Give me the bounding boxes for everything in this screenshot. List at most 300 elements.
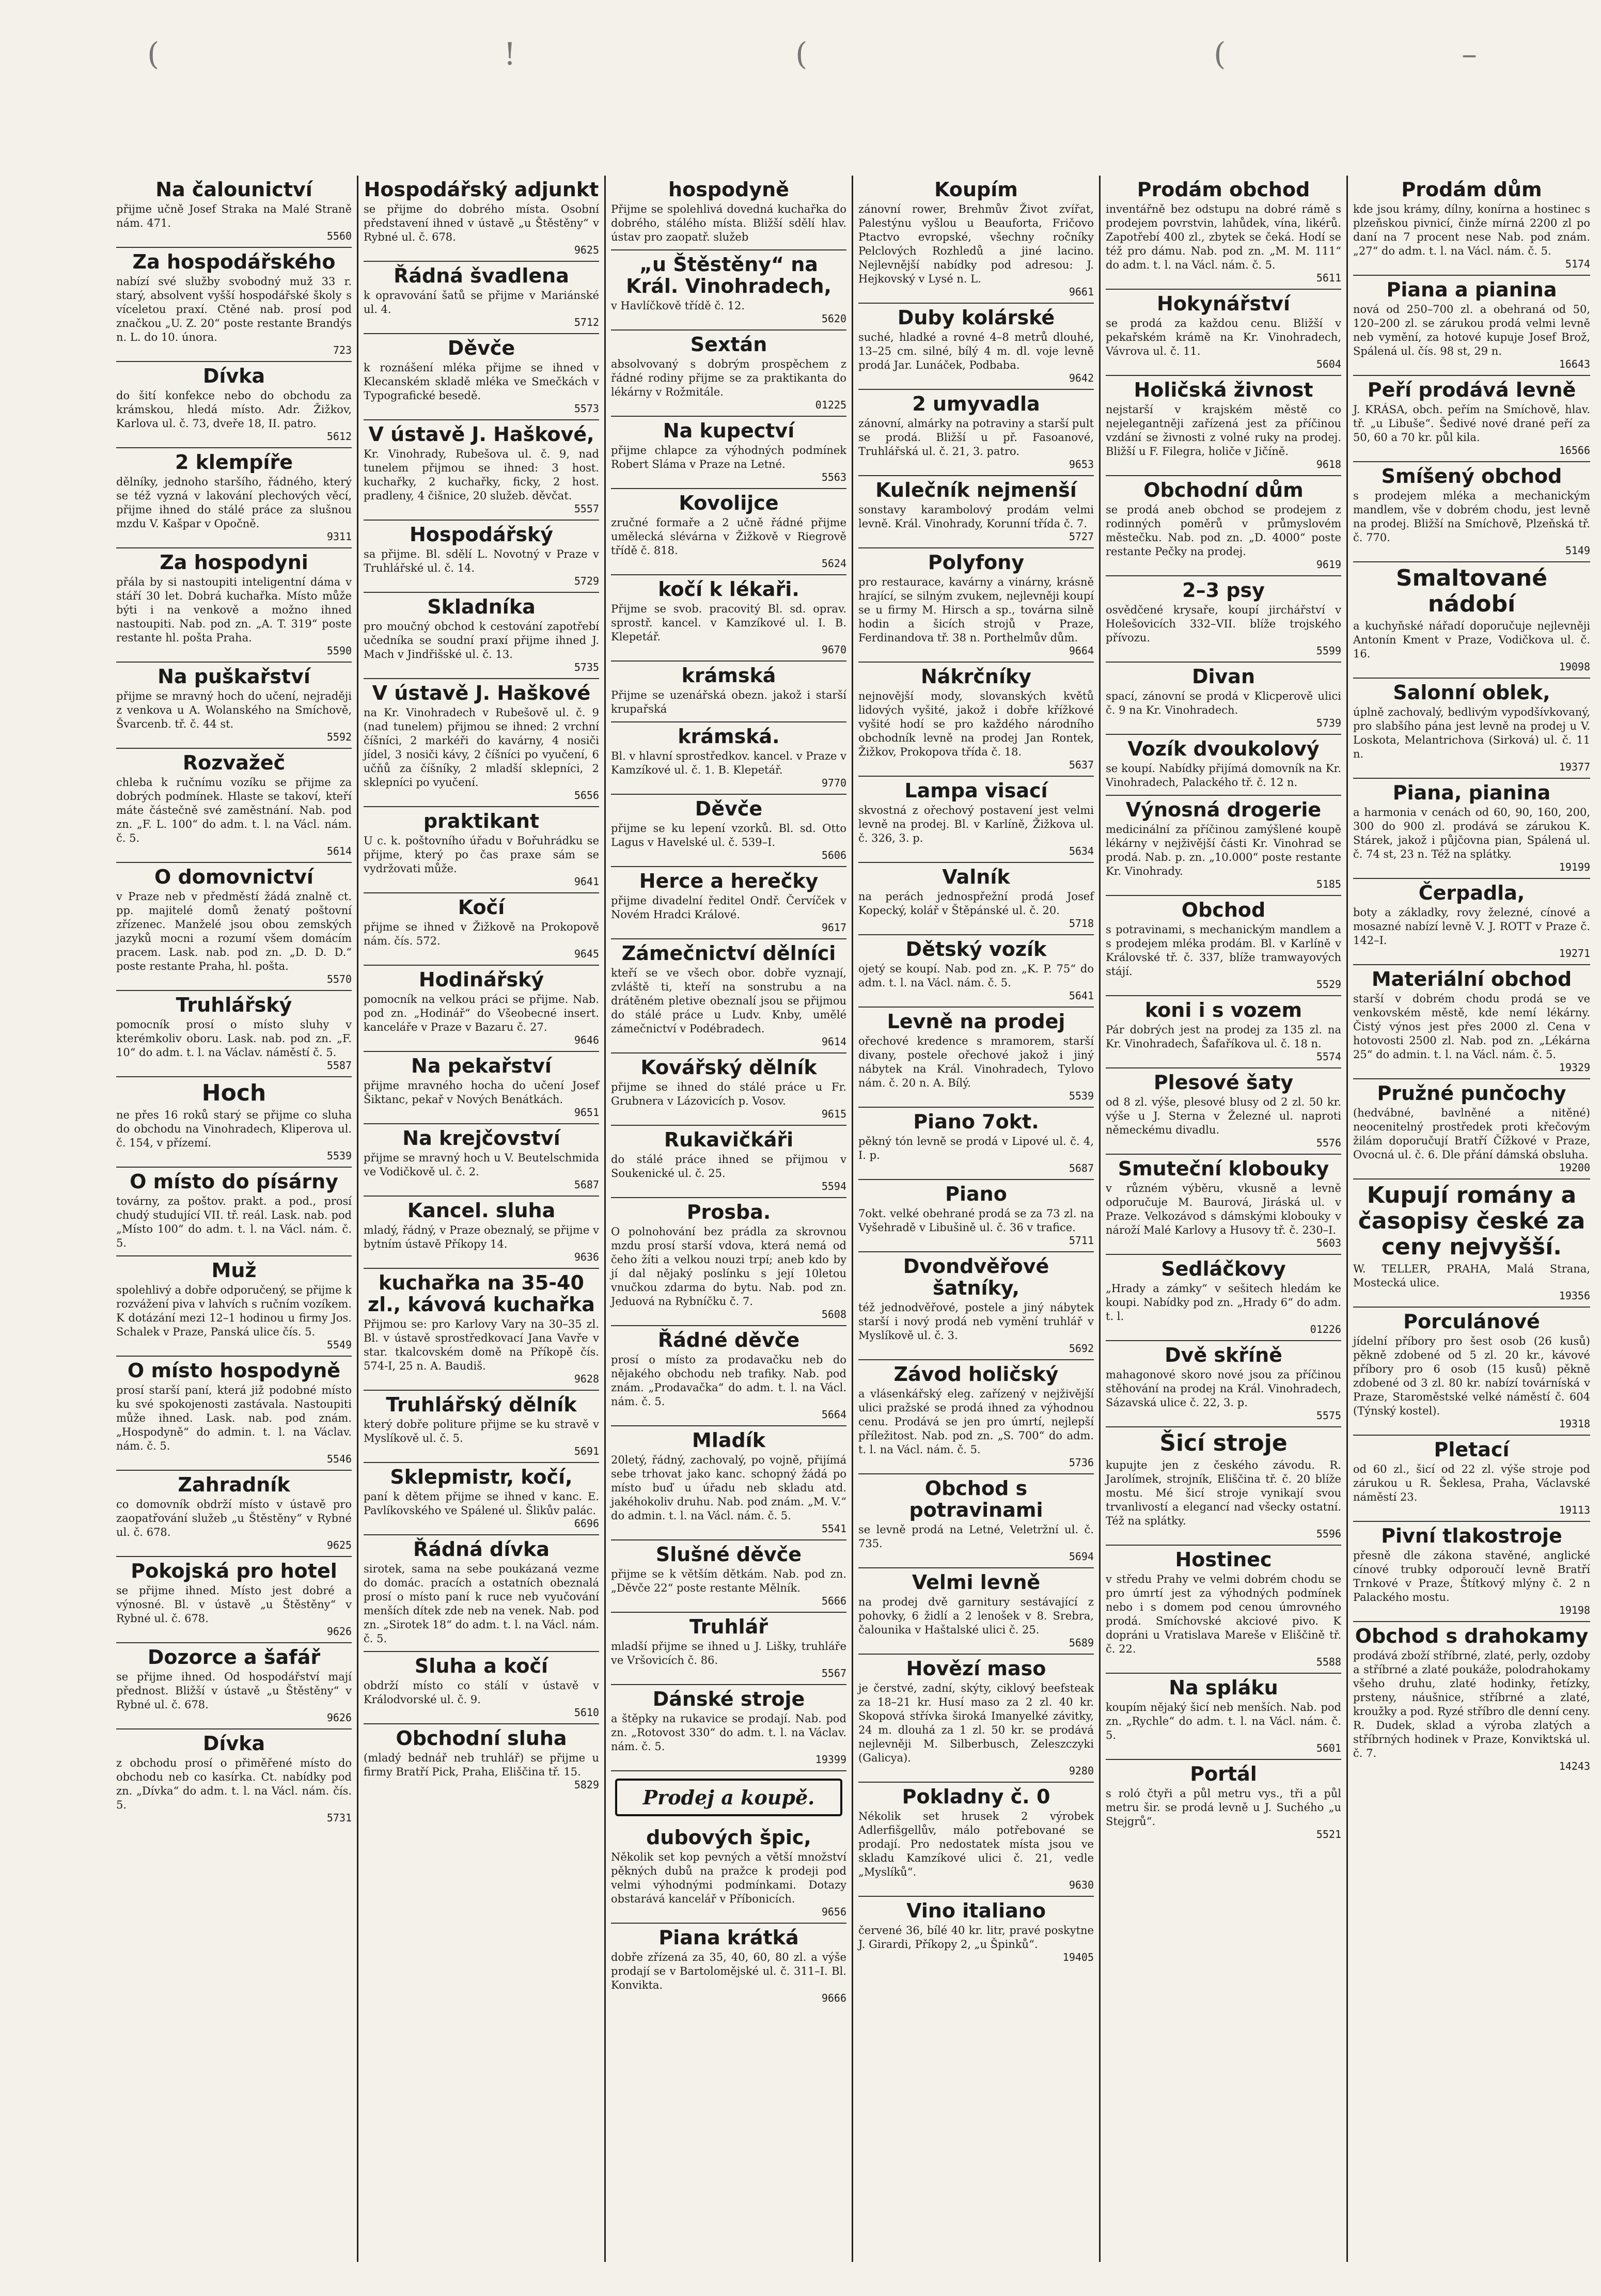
- classified-ad: [116, 176, 352, 248]
- ad-text: spolehlivý a dobře odporučený, se přijme k rozvážení piva v lahvích s ručním vozíkem. K dotázání mezi 12–1 hodinou u firmy Jos. Schalek v Praze, Panská ulice čís. 5.: [116, 1284, 352, 1338]
- classified-ad: [1106, 796, 1341, 896]
- ad-text: mladší přijme se ihned u J. Lišky, truhláře ve Vršovicích č. 86.: [611, 1640, 846, 1666]
- column-2: [358, 176, 606, 2262]
- ad-number: 5712: [574, 316, 599, 328]
- ad-text: přijme se k větším dětkám. Nab. pod zn. „Děvče 22“ poste restante Mělník.: [611, 1568, 846, 1594]
- ad-number: 5656: [574, 789, 599, 801]
- classified-ad: [1106, 663, 1341, 735]
- ad-headline: Smaltované nádobí: [1395, 565, 1548, 617]
- ad-headline: Zahradník: [178, 1473, 290, 1496]
- ad-number: 5590: [326, 644, 352, 657]
- classified-ad: [116, 1357, 352, 1471]
- ad-text: a vlásenkářský eleg. zařízený v nejživější ulici pražské se prodá ihned za výhodnou cenu. Prodává se jen pro úmrtí, nejlepší příležitost. Nab. pod zn. „S. 700“ do adm. t. l. na Václ. nám. č. 5.: [858, 1388, 1094, 1456]
- ad-headline: Na čalounictví: [155, 178, 312, 201]
- ad-text: zručné formaře a 2 učně řádné přijme umělecká slévárna v Žižkově v Riegrově třídě č. 818.: [611, 516, 846, 557]
- classified-ad: [1106, 1341, 1341, 1427]
- ad-headline: Holičská živnost: [1134, 379, 1313, 401]
- classified-ad: [858, 1568, 1094, 1655]
- classified-ad: [364, 966, 599, 1052]
- ad-headline: Na kupectví: [663, 419, 795, 442]
- classified-ad: [116, 248, 352, 362]
- ad-text: mladý, řádný, v Praze obeznalý, se přijme v bytním ústavě Příkopy 14.: [364, 1224, 599, 1250]
- ad-headline: Děvče: [695, 797, 763, 820]
- ad-headline: Na spláku: [1169, 1676, 1278, 1699]
- classified-ad: [1353, 779, 1590, 879]
- ad-text: zánovní rower, Brehmův Život zvířat, Palestýnu vyšlou u Beauforta, Fričovo Ptactvo evropské, všechny ročníky Pelclových Rozhledů a jiné lacino. Nejlevnější nabídky pod adresou: J. Hejkovský v Lysé n. L.: [858, 203, 1094, 285]
- ad-headline: Lampa visací: [904, 779, 1048, 802]
- classified-ad: [858, 1108, 1094, 1180]
- ad-number: 5599: [1316, 644, 1341, 657]
- ad-text: přijme učně Josef Straka na Malé Straně nám. 471.: [116, 203, 352, 229]
- classified-ad: [1106, 1155, 1341, 1255]
- ad-text: nabízí své služby svobodný muž 33 r. starý, absolvent vyšší hospodářské školy s víceletou praxí. Ctěné nab. prosí pod značkou „U. Z. 20“ poste restante Brandýs n. L. do 10. února.: [116, 275, 352, 343]
- classified-ad: [116, 1471, 352, 1557]
- ad-headline: 2 umyvadla: [912, 392, 1040, 415]
- classified-ad: [364, 1535, 599, 1652]
- ad-number: 5539: [326, 1150, 352, 1162]
- column-5: [1101, 176, 1348, 2262]
- ad-text: U c. k. poštovního úřadu v Bořuhrádku se přijme, který po čas praxe sám se vydržovati může.: [364, 835, 599, 875]
- column-3: [606, 176, 853, 2262]
- ad-text: přijme se ku lepení vzorků. Bl. sd. Otto Lagus v Havelské ul. č. 539–I.: [611, 822, 846, 848]
- ad-headline: Skladníka: [427, 595, 536, 618]
- classified-ad: [611, 1924, 846, 2009]
- ad-number: 19399: [815, 1753, 846, 1766]
- ad-text: pomocník na velkou práci se přijme. Nab. pod zn. „Hodinář“ do Všeobecné insert. kanceláře v Praze v Bazaru č. 27.: [364, 993, 599, 1033]
- ad-text: osvědčené krysaře, koupí jirchářství v Holešovicích 332–VII. blíže trojského přívozu.: [1106, 604, 1341, 644]
- ad-text: v různém výběru, vkusně a levně odporučuje M. Baurová, Jiráská ul. v Praze. Velkozávod s dámskými klobouky v nároží Malé Karlovy a Husovy tř. č. 230–I.: [1106, 1182, 1341, 1236]
- ad-text: nejnovější mody, slovanských květů lidových vyšité, jakož i dobře křížkové vyšité hodí se pro každého národního obchodník levně na prodej Jan Rontek, Žižkov, Prokopova třída č. 18.: [858, 690, 1094, 758]
- ad-number: 5620: [821, 312, 846, 325]
- ad-headline: Výnosná drogerie: [1125, 798, 1322, 821]
- classified-ad: [1106, 576, 1341, 663]
- ad-text: Několik set kop pevných a větší množství pěkných dubů na pražce k prodeji pod velmi výhodnými podmínkami. Dotazy obstarává kancelář v Příbonicích.: [611, 1851, 846, 1905]
- ad-text: přijme se mravný hoch do učení, nejraději z venkova u A. Wolanského na Smíchově, Švarcenb. tř. č. 44 st.: [116, 690, 352, 730]
- ad-headline: „u Štěstěny“ na Král. Vinohradech,: [626, 253, 831, 297]
- classified-ad: [364, 334, 599, 420]
- classified-ad: [116, 1729, 352, 1829]
- ad-number: 5185: [1316, 878, 1341, 890]
- classified-ad: [1353, 376, 1590, 462]
- ad-number: 5608: [821, 1308, 846, 1320]
- ad-text: s roló čtyři a půl metru vys., tři a půl metru šir. se prodá levně u J. Suchého „u Stejgrů“.: [1106, 1787, 1341, 1828]
- ad-text: medicinální za příčinou zamýšlené koupě lékárny v nejživější části Kr. Vinohrad se prodá. Nab. p. zn. „10.000“ poste restante Kr. Vinohrady.: [1106, 823, 1341, 877]
- classified-ad: [1353, 276, 1590, 376]
- classified-ad: [364, 679, 599, 807]
- ad-headline: hospodyně: [668, 178, 789, 201]
- ad-headline: Sextán: [690, 333, 767, 356]
- classified-ad: [611, 722, 846, 795]
- classified-ad: [611, 1540, 846, 1613]
- ad-headline: Sklepmistr, kočí,: [390, 1466, 573, 1488]
- ad-text: přijme chlapce za výhodných podmínek Robert Sláma v Praze na Letné.: [611, 444, 846, 470]
- ad-number: 5637: [1069, 759, 1094, 771]
- ad-number: 5829: [574, 1779, 599, 1791]
- classified-ad: [364, 521, 599, 593]
- ad-headline: Za hospodyni: [160, 551, 308, 574]
- classified-ad: [858, 176, 1094, 304]
- ad-headline: Piana a pianina: [1386, 278, 1557, 301]
- classified-ad: [1353, 1522, 1590, 1622]
- ad-number: 5694: [1069, 1550, 1094, 1563]
- classified-ad: [1106, 376, 1341, 476]
- ad-headline: Dětský vozík: [905, 938, 1047, 961]
- ad-number: 5689: [1069, 1637, 1094, 1649]
- ad-number: 9625: [574, 244, 599, 256]
- ad-text: W. TELLER, PRAHA, Malá Strana, Mostecká ulice.: [1353, 1263, 1590, 1289]
- ad-text: ojetý se koupí. Nab. pod zn. „K. P. 75“ do adm. t. l. na Václ. nám. č. 5.: [858, 963, 1094, 989]
- classified-ad: [858, 935, 1094, 1008]
- classified-ad: [611, 662, 846, 722]
- ad-headline: V ústavě J. Haškové,: [368, 423, 594, 446]
- ad-number: 5624: [821, 557, 846, 570]
- ad-headline: Čerpadla,: [1418, 882, 1525, 904]
- ad-text: chleba k ručnímu vozíku se přijme za dobrých podmínek. Hlaste se takoví, kteří máte částečně své zaměstnání. Nab. pod zn. „F. L. 100“ do adm. t. l. na Václ. nám. č. 5.: [116, 776, 352, 844]
- ad-headline: krámská: [681, 664, 776, 687]
- ad-headline: Slušné děvče: [655, 1543, 802, 1566]
- classified-ad: [858, 1180, 1094, 1252]
- ad-text: Přijme se svob. pracovitý Bl. sd. oprav. sprostř. kancel. v Kamzíkové ul. I. B. Klepetář.: [611, 603, 846, 643]
- ad-text: prosí o místo za prodavačku neb do nějakého obchodu neb trafiky. Nab. pod znám. „Prodavačka“ do adm. t. l. na Václ. nám. č. 5.: [611, 1354, 846, 1408]
- ad-text: od 8 zl. výše, plesové blusy od 2 zl. 50 kr. výše u J. Sterna v Železné ul. naproti německému divadlu.: [1106, 1096, 1341, 1136]
- ad-number: 19198: [1559, 1604, 1590, 1616]
- ad-headline: Piana, pianina: [1392, 781, 1551, 804]
- classified-ad: [611, 1426, 846, 1540]
- ad-number: 5687: [1069, 1162, 1094, 1174]
- ad-text: přesně dle zákona stavěné, anglické cínové trubky odporoučí levně Bratří Trnkové v Praze, Štítkový mlýny č. 2 n Palackého mostu.: [1353, 1549, 1590, 1603]
- ad-number: 19098: [1559, 661, 1590, 673]
- ad-number: 5575: [1316, 1409, 1341, 1422]
- ad-headline: Za hospodářského: [132, 250, 336, 273]
- ad-headline: Vino italiano: [906, 1899, 1046, 1922]
- ad-headline: Herce a herečky: [639, 870, 819, 892]
- classified-ad: [611, 939, 846, 1053]
- classified-ad: [364, 1124, 599, 1197]
- ad-text: se koupí. Nabídky přijímá domovník na Kr. Vinohradech, Palackého tř. č. 12 n.: [1106, 762, 1341, 789]
- ad-number: 5149: [1565, 544, 1590, 557]
- ad-headline: Na pekařství: [411, 1055, 552, 1077]
- ad-headline: Na krejčovství: [402, 1127, 560, 1150]
- ad-text: pomocník prosí o místo sluhy v kterémkoliv oboru. Lask. nab. pod zn. „F. 10“ do adm. t. l. na Václav. náměstí č. 5.: [116, 1018, 352, 1059]
- classified-ad: [1106, 1068, 1341, 1155]
- ad-number: 5739: [1316, 717, 1341, 729]
- ad-headline: Šicí stroje: [1159, 1430, 1288, 1456]
- classified-ad: [1353, 879, 1590, 965]
- ad-text: přijme se ihned v Žižkově na Prokopově nám. čís. 572.: [364, 921, 599, 947]
- ad-number: 14243: [1559, 1760, 1590, 1772]
- ad-headline: Materiální obchod: [1371, 968, 1572, 990]
- classified-ad: [116, 1077, 352, 1168]
- ad-text: dělníky, jednoho staršího, řádného, který se též vyzná v lakování plechových věcí, přijme ihned do stálé práce za slušnou mzdu V. Kašpar v Opočně.: [116, 476, 352, 530]
- ad-number: 9670: [821, 643, 846, 656]
- classified-ad: [364, 893, 599, 966]
- ad-text: do stálé práce ihned se přijmou v Soukenické ul. č. 25.: [611, 1153, 846, 1180]
- ad-text: mahagonové skoro nové jsou za příčinou stěhování na prodej na Král. Vinohradech, Sázavská ulice č. 22, 3. p.: [1106, 1369, 1341, 1409]
- classified-ad: [858, 863, 1094, 935]
- classified-ad: [1353, 462, 1590, 562]
- ad-headline: Obchod s drahokamy: [1355, 1625, 1589, 1647]
- ad-number: 9619: [1316, 558, 1341, 571]
- ad-number: 9666: [821, 1992, 846, 2004]
- ad-headline: Obchod: [1181, 899, 1266, 921]
- ad-number: 19405: [1062, 1951, 1094, 1963]
- ad-number: 9661: [1069, 286, 1094, 298]
- ad-text: v Havlíčkově třídě č. 12.: [611, 300, 745, 312]
- ad-headline: Pokojská pro hotel: [131, 1560, 337, 1582]
- ad-number: 5735: [574, 661, 599, 673]
- ad-text: Přijmou se: pro Karlovy Vary na 30–35 zl. Bl. v ústavě sprostředkovací Jana Vavře v star. tkalcovském domě na Příkopě čís. 574-I, 25 n. A. Baudiš.: [364, 1318, 599, 1372]
- classified-ad: [611, 1053, 846, 1126]
- classified-ad: [1106, 996, 1341, 1068]
- ad-number: 9642: [1069, 372, 1094, 384]
- ad-number: 5612: [326, 430, 352, 443]
- ad-number: 5736: [1069, 1456, 1094, 1469]
- ad-text: Nékolik set hrusek 2 výrobek Adlerfišgellův, málo potřebované se prodají. Pro nedostatek místa jsou ve skladu Kamzíkové ulici č. 21, vedle „Myslíků“.: [858, 1810, 1094, 1878]
- ad-headline: Vozík dvoukolový: [1127, 737, 1320, 760]
- ad-text: s potravinami, s mechanickým mandlem a s prodejem mléka prodám. Bl. v Karlíně v Královské tř. č. 337, blíže tramwayových stájí.: [1106, 923, 1341, 978]
- classified-ad: [116, 663, 352, 749]
- ad-headline: Salonní oblek,: [1393, 681, 1550, 704]
- classified-ad: [611, 795, 846, 867]
- ad-text: Kr. Vinohrady, Rubešova ul. č. 9, nad tunelem přijmou se ihned: 3 host. kuchařky, 2 kuchařky, ficky, 2 host. pradleny, 4 čišnice, 20 služeb. děvčat.: [364, 448, 599, 502]
- ad-number: 9280: [1069, 1765, 1094, 1777]
- classified-ad: [1106, 1546, 1341, 1674]
- ad-headline: Kovolijce: [679, 492, 779, 514]
- ad-number: 5601: [1316, 1742, 1341, 1754]
- ad-headline: Hovězí maso: [906, 1657, 1046, 1680]
- classified-ad: [1353, 1622, 1590, 1777]
- classified-ad: [611, 1326, 846, 1426]
- ad-text: ořechové kredence s mramorem, starší divany, postele ořechové jakož i jiný nábytek na Král. Vinohradech, Tylovo nám. č. 20 n. A. Bílý.: [858, 1035, 1094, 1089]
- ad-number: 5563: [821, 471, 846, 483]
- classified-ad: [1106, 1427, 1341, 1546]
- ad-number: 9656: [821, 1906, 846, 1918]
- ad-number: 16566: [1559, 444, 1590, 457]
- ad-number: 01226: [1310, 1323, 1341, 1335]
- ad-text: absolvovaný s dobrým prospěchem z řádné rodiny přijme se za praktikanta do lékárny v Rožmitále.: [611, 358, 846, 398]
- classified-ad: [611, 331, 846, 417]
- margin-mark: !: [504, 36, 516, 72]
- ad-number: 9630: [1069, 1879, 1094, 1891]
- ad-headline: Zámečnictví dělníci: [621, 942, 836, 965]
- ad-headline: Řádné děvče: [657, 1329, 800, 1351]
- classified-ad: [1106, 476, 1341, 576]
- ad-number: 5541: [821, 1522, 846, 1535]
- ad-number: 9646: [574, 1034, 599, 1046]
- ad-text: nová od 250–700 zl. a obehraná od 50, 120–200 zl. se zárukou prodá velmi levně neb vymění, za hotové kupuje Josef Brož, Spálená ul. čís. 98 st, 29 n.: [1353, 303, 1590, 357]
- ad-headline: Hodinářský: [418, 968, 544, 991]
- ad-number: 01225: [815, 399, 846, 411]
- ad-number: 5539: [1069, 1090, 1094, 1102]
- ad-number: 9664: [1069, 644, 1094, 657]
- classified-ad: [1353, 562, 1590, 679]
- ad-headline: Obchodní dům: [1143, 479, 1304, 501]
- ad-headline: krámská.: [678, 725, 780, 748]
- classified-ad: [1106, 896, 1341, 996]
- ad-text: k roznášení mléka přijme se ihned v Klecanském skladě mléka ve Smečkách v Typografické besedě.: [364, 361, 599, 402]
- ad-number: 5574: [1316, 1050, 1341, 1063]
- ad-number: 5567: [821, 1667, 846, 1679]
- classified-ad: [611, 1685, 846, 1771]
- ad-text: na perách jednospřežní prodá Josef Kopecký, kolář v Štěpánské ul. č. 20.: [858, 890, 1094, 917]
- classified-ad: [1106, 1255, 1341, 1341]
- classified-ad: [611, 1198, 846, 1326]
- classified-ad: [1106, 176, 1341, 290]
- classified-ad: [364, 176, 599, 262]
- ad-headline: Dvě skříně: [1165, 1344, 1282, 1366]
- ad-text: starší v dobrém chodu prodá se ve venkovském městě, kde nemí lékárny. Čistý výnos jest přes 2000 zl. Cena v hotovosti 2500 zl. Nab. pod zn. „Lékárna 25“ do admin. t. l. na Václ. nám. č. 5.: [1353, 993, 1590, 1061]
- ad-number: 9636: [574, 1251, 599, 1263]
- ad-headline: Obchod s potravinami: [909, 1477, 1043, 1521]
- classified-ad: [364, 1463, 599, 1535]
- ad-number: 5546: [326, 1453, 352, 1465]
- ad-number: 5611: [1316, 272, 1341, 284]
- ad-number: 5573: [574, 402, 599, 415]
- ad-text: který dobře politure přijme se ku stravě v Myslíkově ul. č. 5.: [364, 1418, 599, 1444]
- ad-text: kteří se ve všech obor. dobře vyznají, zvláště ti, kteří na sonstrubu a na drátěném pletive obeznalí jsou se přijmou do stálé práce u Ludv. Knby, umělé zámečnictví v Podébradech.: [611, 967, 846, 1035]
- section-banner: Prodej a koupě.: [615, 1779, 842, 1816]
- ad-text: úplně zachovalý, bedlivým vypodšívkovaný, pro slabšího pána jest levně na prodej u V. Loskota, Melantrichova (Sirková) ul. č. 11 n.: [1353, 706, 1590, 760]
- ad-number: 9625: [326, 1539, 352, 1551]
- ad-headline: Řádná švadlena: [394, 264, 569, 287]
- ad-text: přijme divadelní ředitel Ondř. Červíček v Novém Hradci Králové.: [611, 894, 846, 921]
- ad-text: pěkný tón levně se prodá v Lipové ul. č. 4, I. p.: [858, 1135, 1094, 1161]
- ad-headline: Piano: [945, 1183, 1007, 1205]
- ad-text: obdrží místo co stálí v ústavě v Králodvorské ul. č. 9.: [364, 1679, 599, 1706]
- ad-headline: Valník: [942, 866, 1010, 888]
- margin-mark: (: [1214, 36, 1226, 72]
- ad-headline: Rozvažeč: [182, 751, 286, 774]
- ad-headline: dubových špic,: [646, 1826, 811, 1849]
- classified-ad: [116, 1168, 352, 1256]
- ad-number: 16643: [1559, 358, 1590, 370]
- ad-headline: Pokladny č. 0: [902, 1785, 1050, 1808]
- classified-ad: [116, 1557, 352, 1643]
- ad-text: pro moučný obchod k cestování zapotřebí učedníka se soudní praxí přijme ihned J. Mach v Jindřišské ul. č. 13.: [364, 620, 599, 661]
- ad-headline: Portál: [1190, 1763, 1257, 1785]
- ad-number: 5592: [326, 731, 352, 743]
- ad-number: 5729: [574, 575, 599, 587]
- classified-ad: [611, 1613, 846, 1685]
- ad-headline: Pivní tlakostroje: [1381, 1524, 1562, 1547]
- classified-ad: [858, 548, 1094, 663]
- ad-text: prosí starší paní, která již podobné místo ku své spokojenosti zastávala. Nastoupiti může ihned. Lask. nab. pod znám. „Hospodyně“ do admin. t. l. na Václav. nám. č. 5.: [116, 1384, 352, 1452]
- ad-number: 5603: [1316, 1237, 1341, 1249]
- ad-number: 19113: [1559, 1504, 1590, 1516]
- ad-text: koupím nějaký šicí neb menších. Nab. pod zn. „Rychle“ do adm. t. l. na Václ. nám. č. 5.: [1106, 1701, 1341, 1741]
- ad-text: dobře zřízená za 35, 40, 60, 80 zl. a výše prodají se v Bartolomějské ul. č. 311–I. Bl. Konvikta.: [611, 1951, 846, 1991]
- column-6: [1348, 176, 1595, 2262]
- ad-text: Přijme se uzenářská obezn. jakož i starší krupařská: [611, 689, 846, 715]
- ad-headline: Hospodářský: [409, 523, 554, 546]
- ad-text: „Hrady a zámky“ v sešitech hledám ke koupi. Nabídky pod zn. „Hrady 6“ do adm. t. l.: [1106, 1282, 1341, 1323]
- classified-ad: [364, 593, 599, 679]
- ad-text: inventářně bez odstupu na dobré rámě s prodejem povrstvin, lahůdek, vína, likérů. Zapotřebí 400 zl., zbytek se čeká. Hodí se též pro dámu. Nab. pod zn. „M. M. 111“ do adm. t. l. na Václ. nám. č. 5.: [1106, 203, 1341, 271]
- ad-text: se prodá za každou cenu. Bližší v pekařském krámě na Kr. Vinohradech, Vávrova ul. č. 11.: [1106, 317, 1341, 357]
- ad-text: sa přijme. Bl. sdělí L. Novotný v Praze v Truhlářské ul. č. 14.: [364, 548, 599, 574]
- ad-headline: Porculánové: [1403, 1310, 1540, 1333]
- ad-text: pro restaurace, kavárny a vinárny, krásně hrající, se silným zvukem, nejlevněji koupí se u firmy M. Hirsch a sp., továrna silně hodin a šicích strojů v Praze, Ferdinandova tř. 38 n. Porthelmův dům.: [858, 576, 1094, 644]
- classified-ad: [364, 262, 599, 334]
- ad-text: sonstavy karambolový prodám velmi levně. Král. Vinohrady, Korunní třída č. 7.: [858, 504, 1094, 530]
- classified-ad: [858, 1897, 1094, 1968]
- classified-ad: [364, 1391, 599, 1463]
- ad-text: přála by si nastoupiti inteligentní dáma v stáří 30 let. Dobrá kuchařka. Místo může býti i na venkově a možno ihned nastoupiti. Nab. pod zn. „A. T. 319“ poste restante hl. pošta Praha.: [116, 576, 352, 644]
- ad-text: se přijme do dobrého místa. Osobní představení ihned v ústavě „u Štěstěny“ v Rybné ul. č. 678.: [364, 203, 599, 243]
- ad-headline: Rukavičkáři: [664, 1128, 794, 1151]
- ad-text: kupujte jen z českého závodu. R. Jarolímek, strojník, Eliščina tř. č. 20 blíže mostu. Mé šicí stroje vynikají svou trvanlivostí a elegancí nad všecky ostatní. Též na splátky.: [1106, 1459, 1341, 1527]
- classified-ad: [364, 1652, 599, 1724]
- ad-number: 5711: [1069, 1234, 1094, 1247]
- ad-text: J. KRÁSA, obch. peřím na Smíchově, hlav. tř. „u Libuše“. Šedivé nové drané peří za 50, 60 a 70 kr. půl kila.: [1353, 403, 1590, 444]
- ad-text: ne přes 16 roků starý se přijme co sluha do obchodu na Vinohradech, Kliperova ul. č. 154, v přízemí.: [116, 1109, 352, 1149]
- ad-number: 5664: [821, 1408, 846, 1421]
- ad-text: se levně prodá na Letné, Veletržní ul. č. 735.: [858, 1523, 1094, 1550]
- ad-headline: Obchodní sluha: [396, 1727, 567, 1750]
- classified-ad: [611, 489, 846, 575]
- ad-number: 19200: [1559, 1161, 1590, 1174]
- ad-headline: Dívka: [202, 365, 265, 387]
- classified-ad: [1106, 290, 1341, 376]
- ad-headline: Piana krátká: [658, 1926, 799, 1949]
- ad-headline: kuchařka na 35-40 zl., kávová kuchařka: [368, 1271, 595, 1316]
- ad-number: 9770: [821, 777, 846, 789]
- classified-ad: [858, 1360, 1094, 1474]
- ad-number: 5604: [1316, 358, 1341, 370]
- ad-headline: Velmi levně: [912, 1571, 1041, 1594]
- classified-ad: [858, 390, 1094, 476]
- classified-ad: [611, 1823, 846, 1924]
- ad-headline: Divan: [1191, 665, 1255, 688]
- ad-number: 5549: [326, 1339, 352, 1351]
- ad-text: boty a základky, rovy železné, cínové a mosazné nabízí levně V. J. ROTT v Praze č. 142–I.: [1353, 906, 1590, 947]
- ad-number: 5666: [821, 1595, 846, 1607]
- classified-ad: [1106, 735, 1341, 796]
- ad-headline: Dozorce a šafář: [147, 1646, 321, 1669]
- ad-text: na prodej dvě garnitury sestávající z pohovky, 6 židlí a 2 lenošek v 8. Srebra, čalounika v Haštalské ulici č. 25.: [858, 1596, 1094, 1636]
- ad-number: 5691: [574, 1445, 599, 1457]
- ad-headline: Dvondvěřové šatníky,: [903, 1255, 1049, 1299]
- classified-ad: [611, 176, 846, 250]
- ad-text: prodává zboží stříbrné, zlaté, perly, ozdoby a stříbrné a zlaté poukáže, polodrahokamy všeho druhu, zlaté hodinky, řetízky, prsteny, náušnice, stříbrné a zlaté, kroužky a pod. Ryzé stříbro dle denní ceny. R. Dudek, sklad a výroba zlatých a stříbrných hodinek v Praze, Konviktská ul. č. 7.: [1353, 1649, 1590, 1759]
- ad-text: (mladý bednář neb truhlář) se přijme u firmy Bratří Pick, Praha, Eliščina tř. 15.: [364, 1752, 599, 1778]
- ad-number: 9618: [1316, 458, 1341, 470]
- classified-ad: [858, 476, 1094, 548]
- ad-number: 9651: [574, 1106, 599, 1119]
- ad-text: v Praze neb v předměstí žádá znalně ct. pp. majitelé domů ženatý poštovní zřízenec. Manželé jsou obou zemských jazyků mocni a rozumí všem domácím pracem. Lask. nab. pod zn. „D. D. D.“ poste restante Praha, hl. pošta.: [116, 890, 352, 972]
- classified-ad: [364, 1269, 599, 1391]
- ad-number: 5570: [326, 973, 352, 985]
- ad-number: 19271: [1559, 947, 1590, 960]
- ad-number: 5692: [1069, 1342, 1094, 1355]
- ad-number: 5606: [821, 849, 846, 861]
- ad-text: a kuchyňské nářadí doporučuje nejlevněji Antonín Kment v Praze, Vodičkova ul. č. 16.: [1353, 620, 1590, 660]
- ad-text: paní k dětem přijme se ihned v kanc. E. Pavlíkovského ve Spálené ul. Šlikův palác.: [364, 1490, 599, 1517]
- ad-headline: 2–3 psy: [1182, 579, 1265, 602]
- margin-mark: (: [795, 36, 808, 72]
- classified-ad: [611, 417, 846, 489]
- ad-number: 5614: [326, 845, 352, 857]
- ad-text: a harmonia v cenách od 60, 90, 160, 200, 300 do 900 zl. prodává se zárukou K. Stárek, jakož i půjčovna pian, Spálená ul. č. 74 st, 23 n. Též na splátky.: [1353, 806, 1590, 860]
- ad-headline: Koupím: [934, 178, 1018, 201]
- ad-text: přijme mravného hocha do učení Josef Šiktanc, pekař v Nových Benátkách.: [364, 1079, 599, 1106]
- ad-number: 5596: [1316, 1528, 1341, 1540]
- ad-number: 5634: [1069, 845, 1094, 857]
- ad-text: kde jsou krámy, dílny, konírna a hostinec s plzeňskou pivnicí, činže mírná 2200 zl po daní na 7 procent nese Nab. pod znám. „27“ do adm. t. l. na Václ. nám. č. 5.: [1353, 203, 1590, 257]
- ad-headline: 2 klempíře: [175, 451, 293, 474]
- ad-headline: Kancel. sluha: [407, 1199, 556, 1222]
- column-1: [111, 176, 358, 2262]
